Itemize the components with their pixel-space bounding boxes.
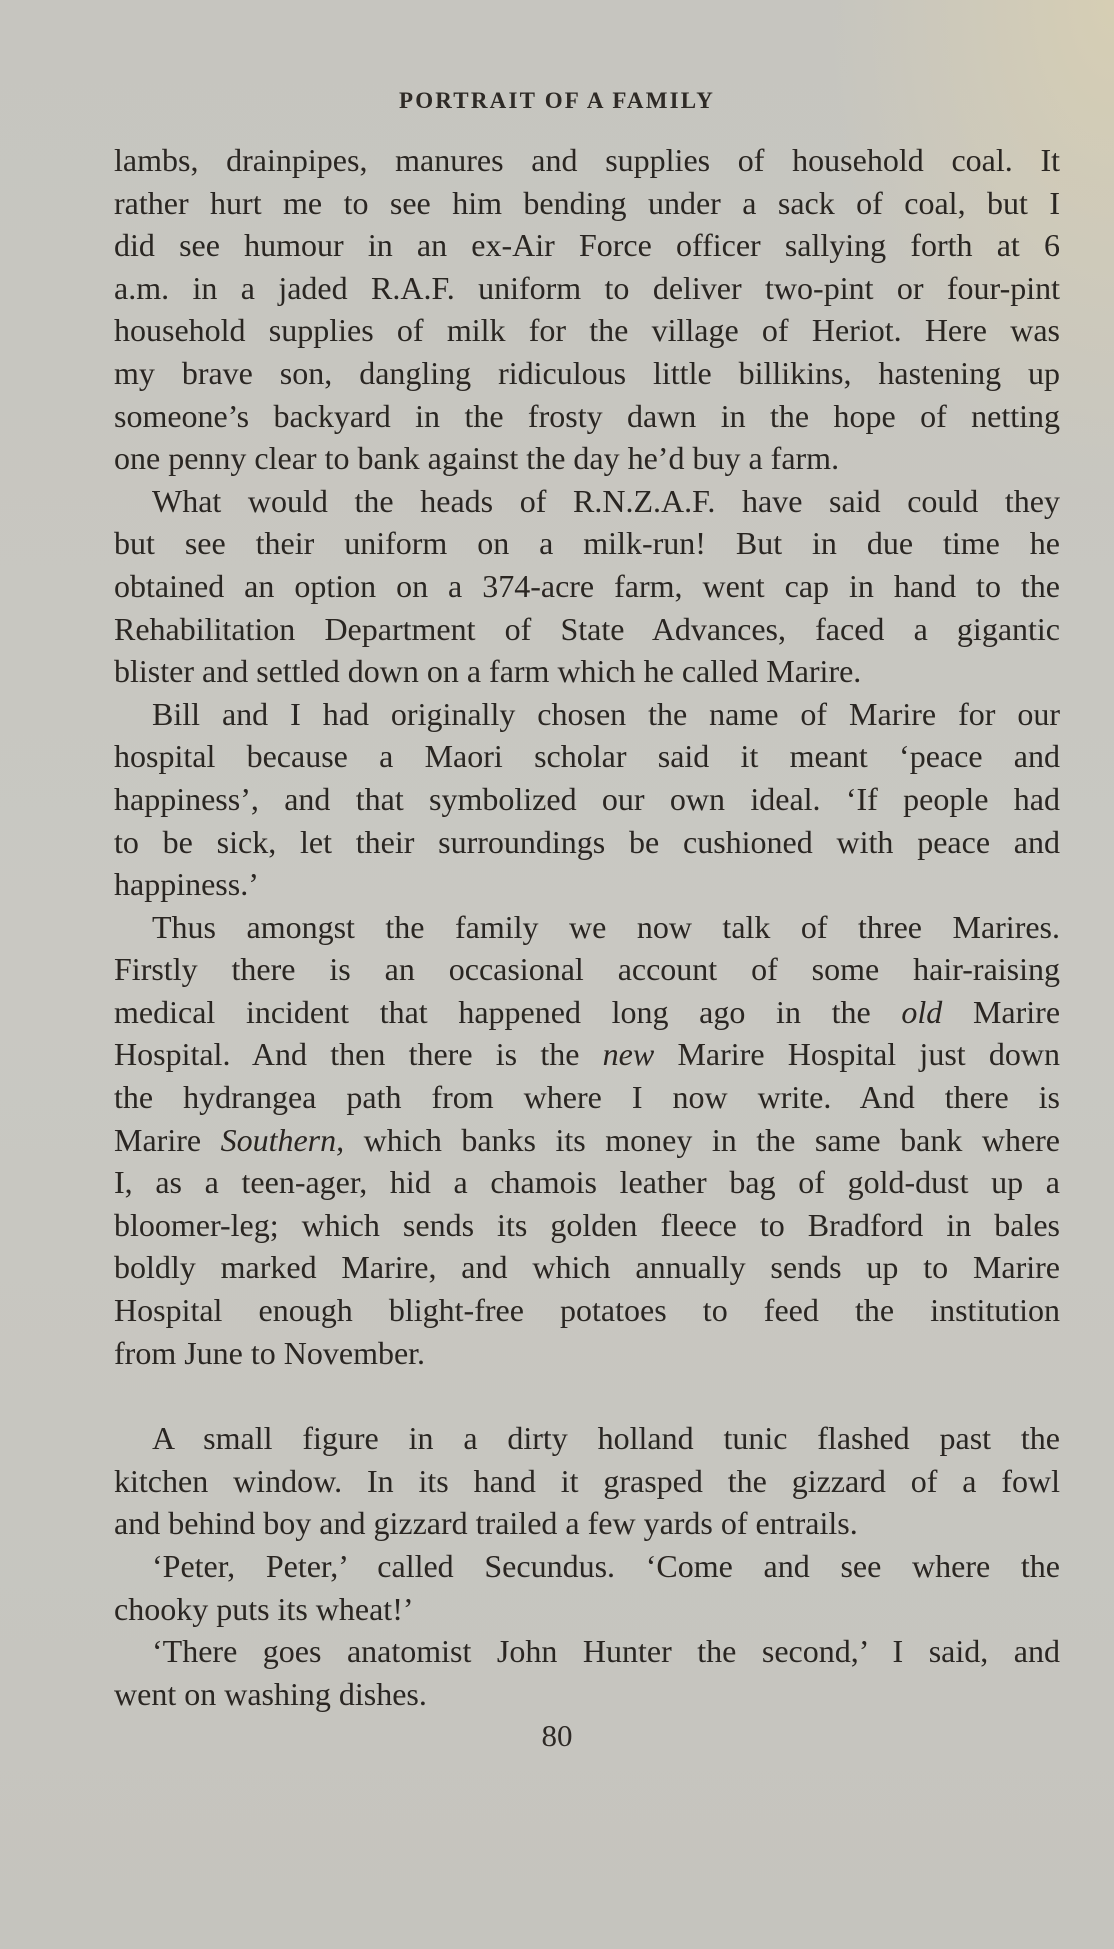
text-line: a.m. in a jaded R.A.F. uniform to deliver two-pint or four-pint bbox=[114, 269, 1060, 306]
text-run: Marire bbox=[114, 1121, 202, 1158]
text-line: What would the heads of R.N.Z.A.F. have said could they bbox=[152, 482, 1060, 519]
text-line: bloomer-leg; which sends its golden fleece to Bradford in bales bbox=[114, 1206, 1060, 1243]
text-line: Firstly there is an occasional account of some hair-raising bbox=[114, 951, 1060, 988]
text-line: my brave son, dangling ridiculous little billikins, hastening up bbox=[114, 354, 1060, 391]
text-line bbox=[114, 1033, 1060, 1076]
text-line: Rehabilitation Department of State Advances, faced a gigantic bbox=[114, 610, 1060, 647]
page-number: 80 bbox=[541, 1718, 573, 1753]
text-line: someone’s backyard in the frosty dawn in the hope of netting bbox=[114, 397, 1060, 434]
text-line: Bill and I had originally chosen the name of Marire for our bbox=[152, 695, 1060, 732]
text-line: went on washing dishes. bbox=[114, 1675, 427, 1712]
text-line: but see their uniform on a milk-run! But in due time he bbox=[114, 525, 1060, 562]
text-line: A small figure in a dirty holland tunic flashed past the bbox=[152, 1420, 1060, 1457]
text-line: Hospital enough blight-free potatoes to feed the institution bbox=[114, 1292, 1060, 1329]
text-line: ‘Peter, Peter,’ called Secundus. ‘Come and see where the bbox=[152, 1548, 1060, 1584]
text-line: boldly marked Marire, and which annually sends up to Marire bbox=[114, 1249, 1060, 1286]
text-line: the hydrangea path from where I now write. And there is bbox=[114, 1079, 1060, 1116]
text-run: medical incident that happened long ago in the bbox=[114, 993, 871, 1030]
text-line: hospital because a Maori scholar said it meant ‘peace and bbox=[114, 738, 1060, 775]
text-line bbox=[114, 1119, 1060, 1162]
text-line: ‘There goes anatomist John Hunter the second,’ I said, and bbox=[152, 1633, 1060, 1670]
text-line: rather hurt me to see him bending under a sack of coal, but I bbox=[114, 184, 1060, 221]
text-line: did see humour in an ex-Air Force officer sallying forth at 6 bbox=[114, 227, 1060, 264]
text-line: obtained an option on a 374-acre farm, went cap in hand to the bbox=[114, 567, 1060, 604]
italic-word: old bbox=[901, 993, 943, 1030]
text-run: Hospital. And then there is the bbox=[114, 1036, 580, 1073]
text-line: Thus amongst the family we now talk of three Marires. bbox=[152, 908, 1060, 945]
text-run: Marire Hospital just down bbox=[677, 1036, 1060, 1073]
text-line: household supplies of milk for the village of Heriot. Here was bbox=[114, 312, 1060, 349]
text-line: blister and settled down on a farm which he called Marire. bbox=[114, 653, 862, 690]
text-line: to be sick, let their surroundings be cushioned with peace and bbox=[114, 823, 1060, 860]
text-run: Marire bbox=[972, 993, 1061, 1030]
text-line: happiness’, and that symbolized our own ideal. ‘If people had bbox=[114, 780, 1060, 817]
text-line: chooky puts its wheat!’ bbox=[114, 1590, 414, 1627]
text-line: kitchen window. In its hand it grasped the gizzard of a fowl bbox=[114, 1462, 1060, 1499]
text-line: lambs, drainpipes, manures and supplies of household coal. It bbox=[114, 142, 1060, 178]
body-text bbox=[114, 139, 1060, 1715]
text-line: happiness.’ bbox=[114, 866, 259, 903]
italic-word: new bbox=[602, 1036, 655, 1073]
italic-word: Southern, bbox=[220, 1121, 345, 1158]
text-line: from June to November. bbox=[114, 1334, 426, 1371]
text-run: which banks its money in the same bank where bbox=[363, 1121, 1061, 1158]
section-break bbox=[114, 1374, 1060, 1417]
text-line: and behind boy and gizzard trailed a few yards of entrails. bbox=[114, 1505, 858, 1542]
text-line: I, as a teen-ager, hid a chamois leather bag of gold-dust up a bbox=[114, 1164, 1060, 1201]
text-line bbox=[114, 991, 1060, 1034]
text-line: one penny clear to bank against the day he’d buy a farm. bbox=[114, 440, 840, 477]
running-head: PORTRAIT OF A FAMILY bbox=[398, 88, 716, 113]
